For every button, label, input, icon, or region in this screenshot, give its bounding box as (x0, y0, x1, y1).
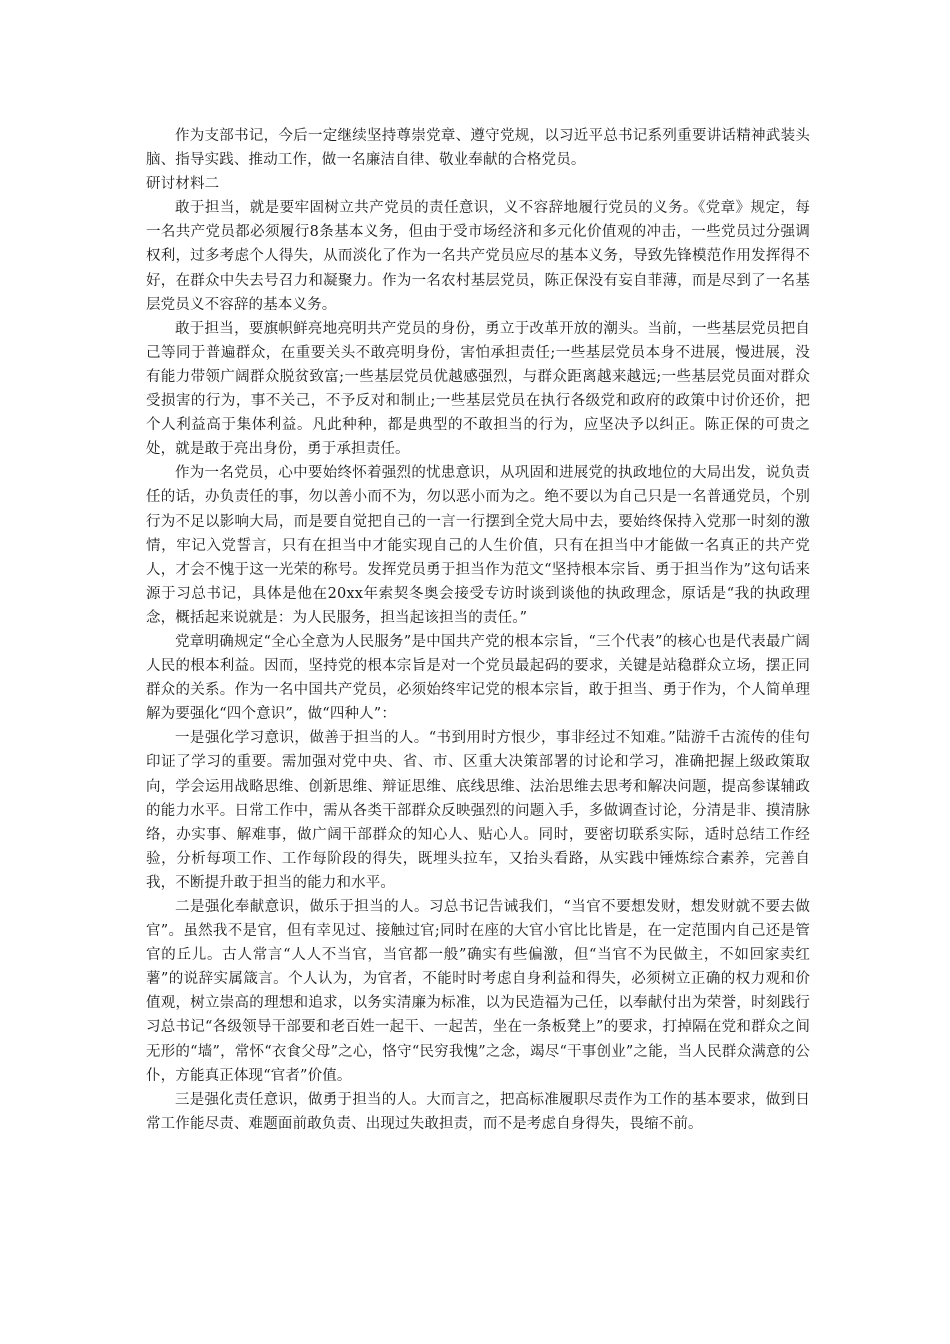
intro-paragraph: 作为支部书记，今后一定继续坚持尊崇党章、遵守党规，以习近平总书记系列重要讲话精神武装头脑、指导实践、推动工作，做一名廉洁自律、敬业奉献的合格党员。 (146, 128, 810, 169)
paragraph-1: 敢于担当，就是要牢固树立共产党员的责任意识，义不容辞地履行党员的义务。《党章》规定，每一名共产党员都必须履行8条基本义务，但由于受市场经济和多元化价值观的冲击，一些党员过分强调权利，过多考虑个人得失，从而淡化了作为一名共产党员应尽的基本义务，导致先锋模范作用发挥得不好，在群众中失去号召力和凝聚力。作为一名农村基层党员，陈正保没有妄自菲薄，而是尽到了一名基层党员义不容辞的基本义务。 (146, 200, 810, 313)
paragraph-3: 作为一名党员，心中要始终怀着强烈的忧患意识，从巩固和进展党的执政地位的大局出发，说负责任的话，办负责任的事，勿以善小而不为，勿以恶小而为之。绝不要以为自己只是一名普通党员，个别行为不足以影响大局，而是要自觉把自己的一言一行摆到全党大局中去，要始终保持入党那一时刻的激情，牢记入党誓言，只有在担当中才能实现自己的人生价值，只有在担当中才能做一名真正的共产党人，才会不愧于这一光荣的称号。发挥党员勇于担当作为范文“坚持根本宗旨、勇于担当作为”这句话来源于习总书记，具体是他在20xx年索契冬奥会接受专访时谈到谈他的执政理念，原话是“我的执政理念，概括起来说就是：为人民服务，担当起该担当的责任。” (146, 465, 810, 626)
paragraph-2: 敢于担当，要旗帜鲜亮地亮明共产党员的身份，勇立于改革开放的潮头。当前，一些基层党员把自己等同于普遍群众，在重要关头不敢亮明身份，害怕承担责任;一些基层党员本身不进展，慢进展，没有能力带领广阔群众脱贫致富;一些基层党员优越感强烈，与群众距离越来越远;一些基层党员面对群众受损害的行为，事不关己，不予反对和制止;一些基层党员在执行各级党和政府的政策中讨价还价，把个人利益高于集体利益。凡此种种，都是典型的不敢担当的行为，应坚决予以纠正。陈正保的可贵之处，就是敢于亮出身份，勇于承担责任。 (146, 320, 810, 458)
document-body (146, 124, 810, 1136)
paragraph-5: 一是强化学习意识，做善于担当的人。“书到用时方恨少，事非经过不知难。”陆游千古流传的佳句印证了学习的重要。需加强对党中央、省、市、区重大决策部署的讨论和学习，准确把握上级政策取向，学会运用战略思维、创新思维、辩证思维、底线思维、法治思维去思考和解决问题，提高参谋辅政的能力水平。日常工作中，需从各类干部群众反映强烈的问题入手，多做调查讨论，分清是非、摸清脉络，办实事、解难事，做广阔干部群众的知心人、贴心人。同时，要密切联系实际，适时总结工作经验，分析每项工作、工作每阶段的得失，既埋头拉车，又抬头看路，从实践中锤炼综合素养，完善自我，不断提升敢于担当的能力和水平。 (146, 730, 810, 891)
paragraph-7: 三是强化责任意识，做勇于担当的人。大而言之，把高标准履职尽责作为工作的基本要求，做到日常工作能尽责、难题面前敢负责、出现过失敢担责，而不是考虑自身得失，畏缩不前。 (146, 1091, 810, 1132)
section-heading: 研讨材料二 (146, 176, 220, 193)
paragraph-6: 二是强化奉献意识，做乐于担当的人。习总书记告诫我们，“当官不要想发财，想发财就不要去做官”。虽然我不是官，但有幸见过、接触过官;同时在座的大官小官比比皆是，在一定范围内自己还是管官的丘儿。古人常言“人人不当官，当官都一般”确实有些偏激，但“当官不为民做主，不如回家卖红薯”的说辞实属箴言。个人认为，为官者，不能时时考虑自身利益和得失，必须树立正确的权力观和价值观，树立崇高的理想和追求，以务实清廉为标准，以为民造福为己任，以奉献付出为荣誉，时刻践行习总书记“各级领导干部要和老百姓一起干、一起苦，坐在一条板凳上”的要求，打掉隔在党和群众之间无形的“墙”，常怀“衣食父母”之心，恪守“民穷我愧”之念，竭尽“干事创业”之能，当人民群众满意的公仆，方能真正体现“官者”价值。 (146, 899, 811, 1084)
paragraph-4: 党章明确规定“全心全意为人民服务”是中国共产党的根本宗旨，“三个代表”的核心也是代表最广阔人民的根本利益。因而，坚持党的根本宗旨是对一个党员最起码的要求，关键是站稳群众立场，摆正同群众的关系。作为一名中国共产党员，必须始终牢记党的根本宗旨，敢于担当、勇于作为，个人简单理解为要强化“四个意识”，做“四种人”： (146, 633, 810, 723)
